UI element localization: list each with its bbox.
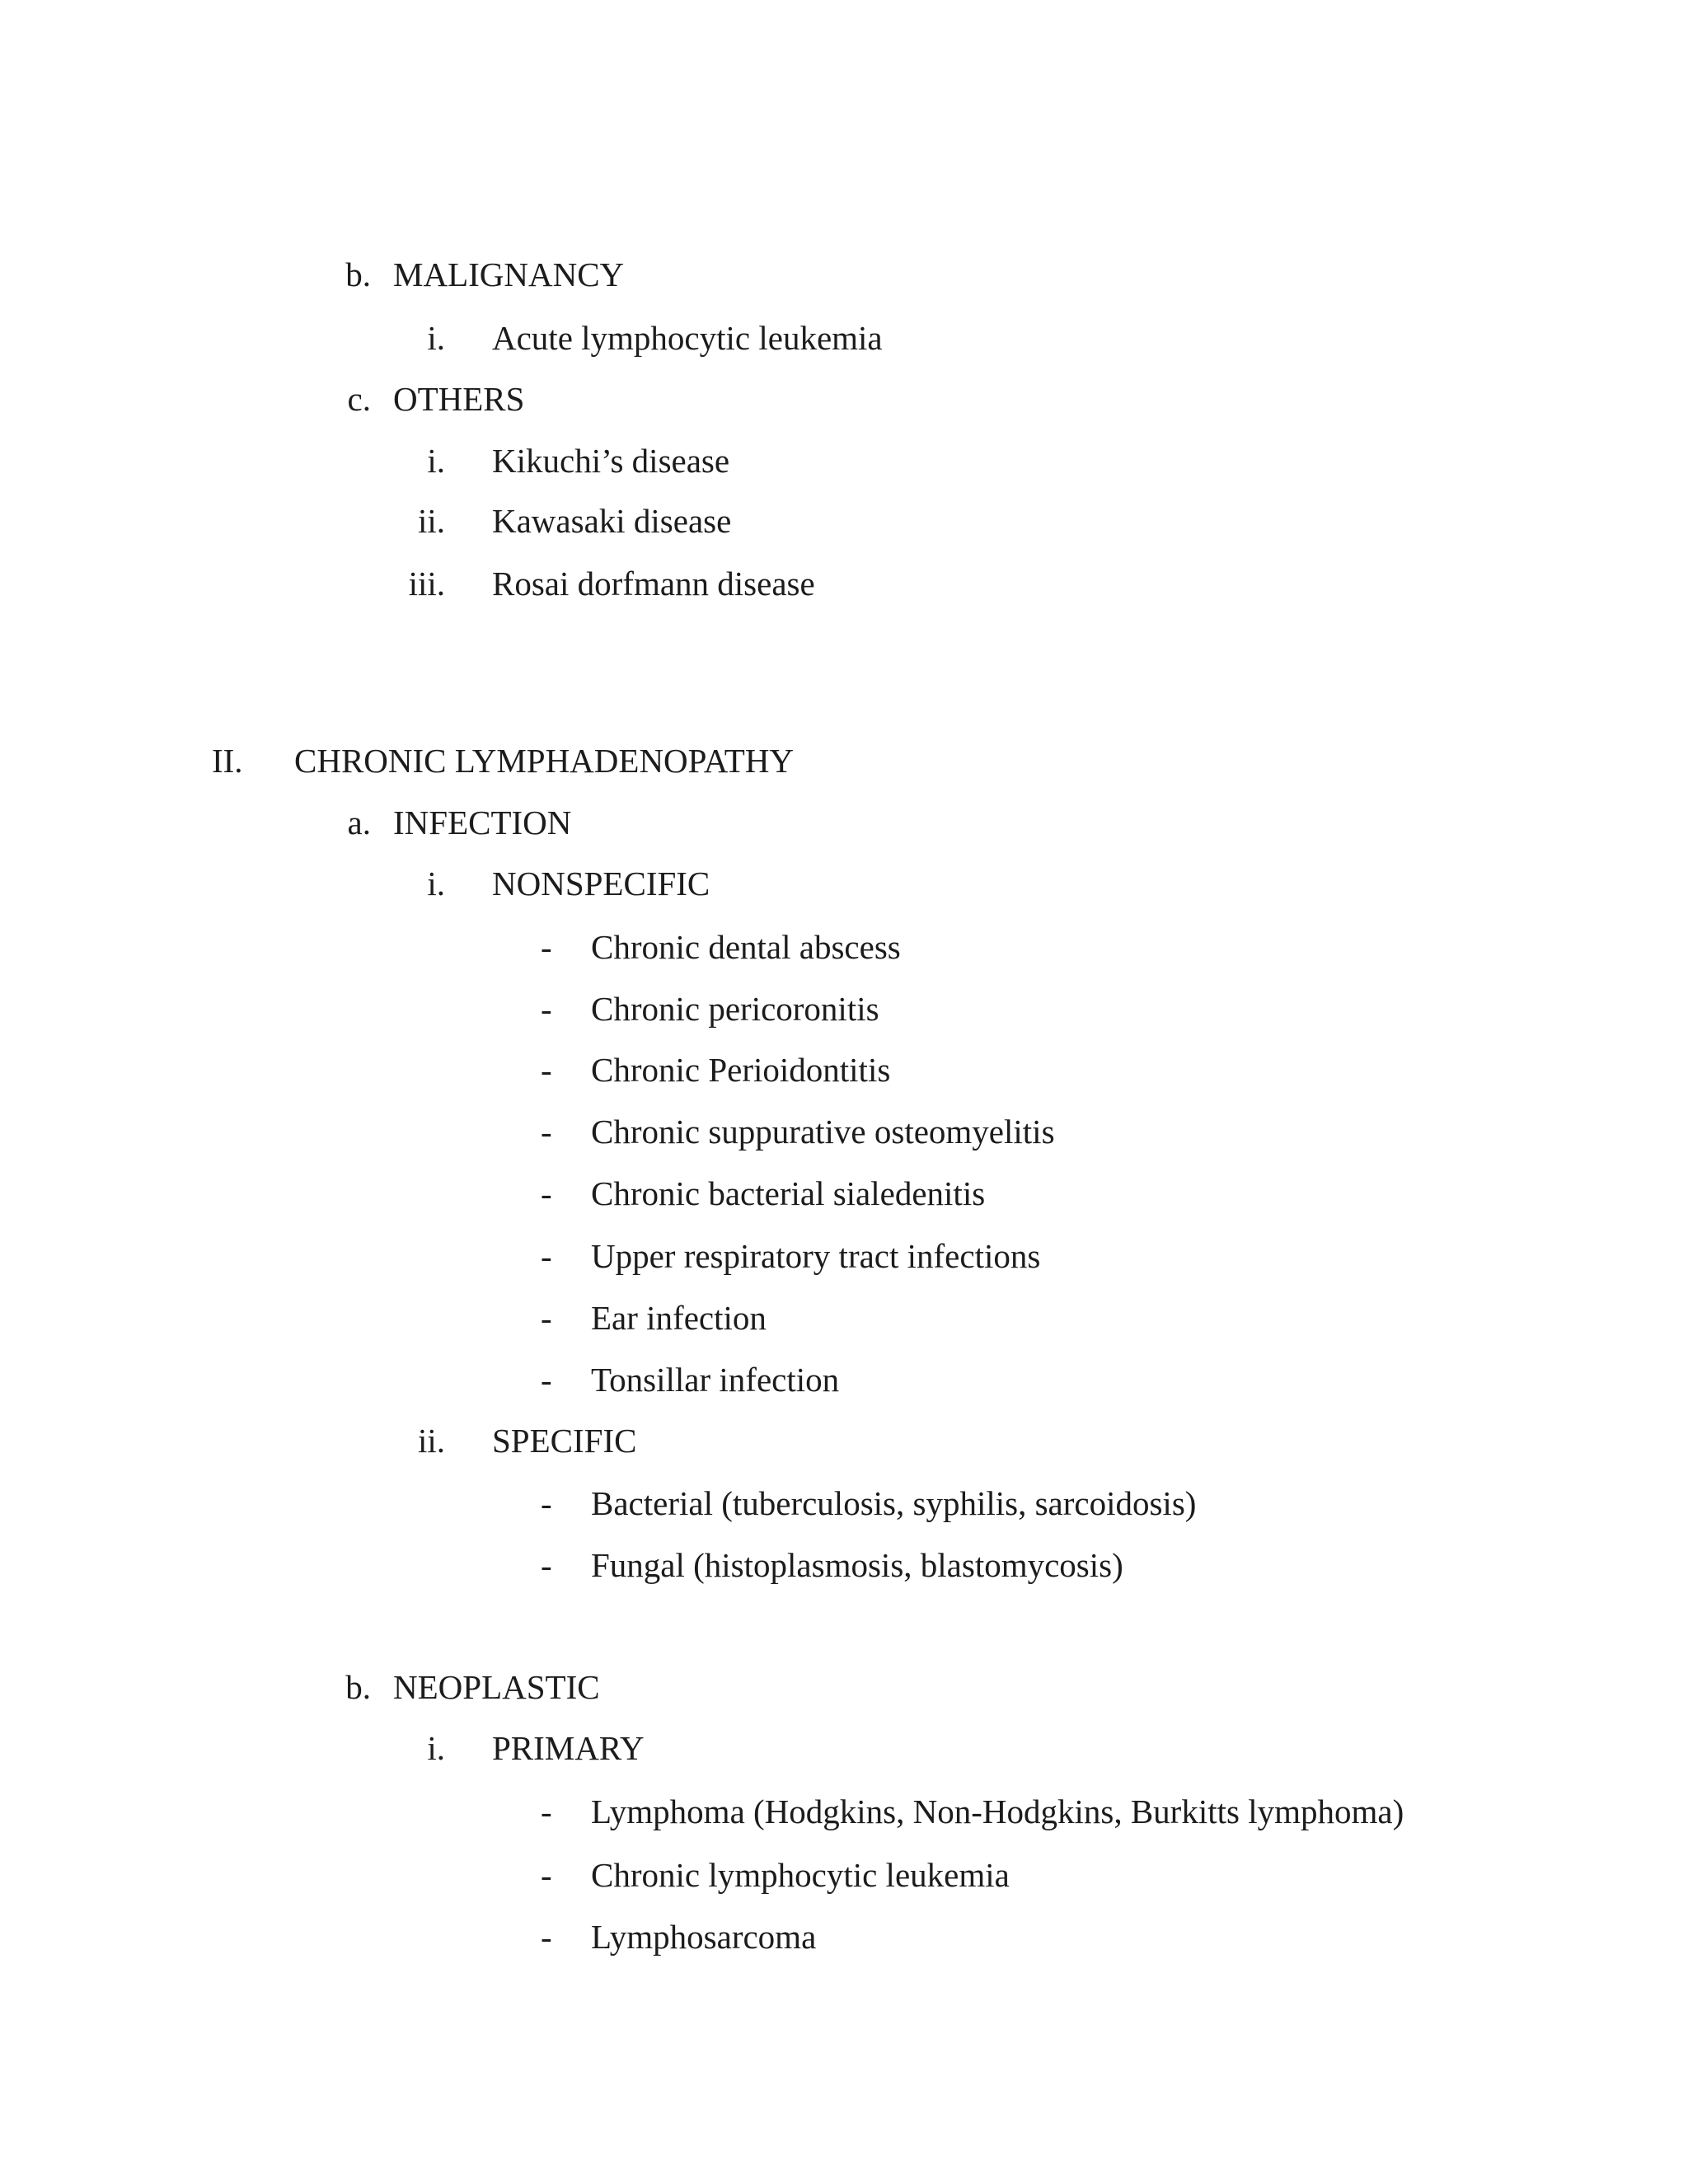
bullet-dash: - <box>541 1918 552 1956</box>
bullet-dash: - <box>541 1113 552 1151</box>
list-item: Chronic Perioidontitis <box>591 1051 891 1089</box>
subsection-title-nonspecific: NONSPECIFIC <box>492 865 710 902</box>
list-item: Chronic lymphocytic leukemia <box>591 1856 1010 1894</box>
list-item: Chronic bacterial sialedenitis <box>591 1174 986 1212</box>
list-item: Ear infection <box>591 1299 767 1337</box>
item-marker: i. <box>427 442 445 480</box>
chapter-title: CHRONIC LYMPHADENOPATHY <box>294 742 795 780</box>
bullet-dash: - <box>541 1546 552 1584</box>
list-item: Acute lymphocytic leukemia <box>492 319 883 357</box>
bullet-dash: - <box>541 990 552 1028</box>
subsection-title-primary: PRIMARY <box>492 1729 645 1767</box>
list-item: Rosai dorfmann disease <box>492 565 815 602</box>
list-item: Bacterial (tuberculosis, syphilis, sarcoidosis) <box>591 1484 1197 1522</box>
section-title-infection: INFECTION <box>393 804 572 841</box>
section-marker: b. <box>345 1668 371 1706</box>
list-item: Tonsillar infection <box>591 1361 840 1399</box>
section-title-neoplastic: NEOPLASTIC <box>393 1668 600 1706</box>
section-marker: b. <box>345 255 371 293</box>
subsection-title-specific: SPECIFIC <box>492 1422 637 1460</box>
section-marker: c. <box>347 380 371 418</box>
bullet-dash: - <box>541 1051 552 1089</box>
list-item: Chronic suppurative osteomyelitis <box>591 1113 1055 1151</box>
list-item: Lymphoma (Hodgkins, Non-Hodgkins, Burkitts lymphoma) <box>591 1793 1404 1830</box>
bullet-dash: - <box>541 1237 552 1275</box>
bullet-dash: - <box>541 1174 552 1212</box>
list-item: Upper respiratory tract infections <box>591 1237 1041 1275</box>
list-item: Lymphosarcoma <box>591 1918 817 1956</box>
list-item: Chronic pericoronitis <box>591 990 879 1028</box>
item-marker: iii. <box>408 565 445 602</box>
chapter-marker: II. <box>212 742 243 780</box>
bullet-dash: - <box>541 1484 552 1522</box>
item-marker: i. <box>427 319 445 357</box>
bullet-dash: - <box>541 1856 552 1894</box>
item-marker: i. <box>427 865 445 902</box>
section-title-malignancy: MALIGNANCY <box>393 255 625 293</box>
bullet-dash: - <box>541 1793 552 1830</box>
list-item: Kawasaki disease <box>492 502 732 540</box>
bullet-dash: - <box>541 1299 552 1337</box>
section-marker: a. <box>347 804 371 841</box>
bullet-dash: - <box>541 928 552 966</box>
list-item: Kikuchi’s disease <box>492 442 730 480</box>
item-marker: ii. <box>417 502 445 540</box>
list-item: Chronic dental abscess <box>591 928 901 966</box>
bullet-dash: - <box>541 1361 552 1399</box>
item-marker: i. <box>427 1729 445 1767</box>
item-marker: ii. <box>417 1422 445 1460</box>
section-title-others: OTHERS <box>393 380 525 418</box>
list-item: Fungal (histoplasmosis, blastomycosis) <box>591 1546 1123 1584</box>
